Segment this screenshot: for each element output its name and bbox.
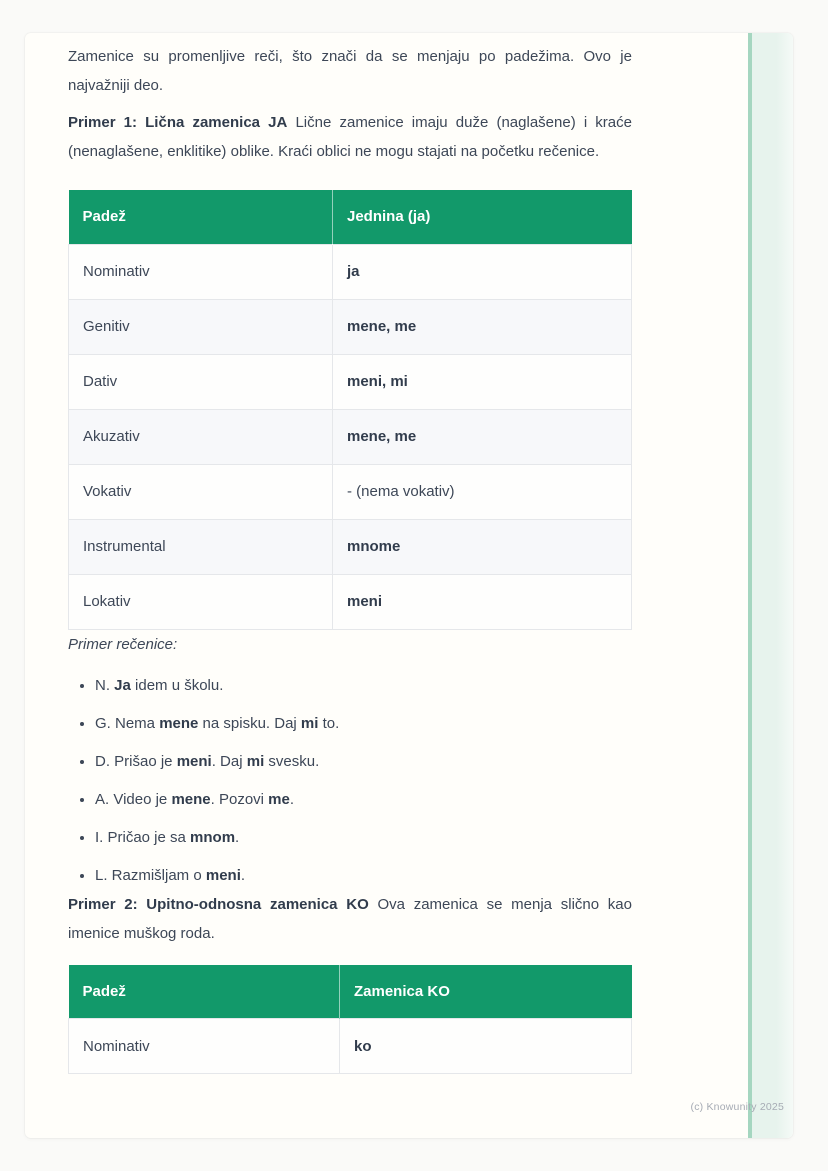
intro-paragraph: Zamenice su promenljive reči, što znači da se menjaju po padežima. Ovo je najvažniji deo. [68, 48, 632, 94]
case-cell: Vokativ [69, 464, 333, 519]
case-cell: Lokativ [69, 574, 333, 629]
table-row [69, 464, 632, 519]
case-cell: Dativ [69, 354, 333, 409]
case-cell: Nominativ [69, 1019, 340, 1074]
table-row [69, 354, 632, 409]
example-list [68, 671, 632, 890]
table-header-cell: Padež [69, 965, 340, 1019]
example-item: • A. Video je mene. Pozovi me. [95, 785, 632, 814]
case-cell: Akuzativ [69, 409, 333, 464]
value-cell: - (nema vokativ) [333, 464, 632, 519]
table-header-cell: Zamenica KO [340, 965, 632, 1019]
document-page [25, 33, 793, 1138]
watermark: (c) Knowunity 2025 [690, 1101, 784, 1113]
table-header-cell: Jednina (ja) [333, 190, 632, 244]
table-row [69, 409, 632, 464]
table-row [69, 299, 632, 354]
value-cell: meni [333, 574, 632, 629]
value-cell: meni, mi [333, 354, 632, 409]
example-item: • I. Pričao je sa mnom. [95, 823, 632, 852]
example-label: Primer rečenice: [68, 635, 178, 653]
table-header-row [69, 965, 632, 1019]
case-cell: Nominativ [69, 244, 333, 299]
primer1-paragraph: Primer 1: Lična zamenica JA Lične zamenice imaju duže (naglašene) i kraće (nenaglašene, enklitike) oblike. Kraći oblici ne mogu stajati na početku rečenice. [68, 114, 632, 160]
example-item: • D. Prišao je meni. Daj mi svesku. [95, 747, 632, 776]
primer2-paragraph: Primer 2: Upitno-odnosna zamenica KO Ova zamenica se menja slično kao imenice muškog roda. [68, 895, 632, 942]
value-cell: mnome [333, 519, 632, 574]
table-row [69, 574, 632, 629]
value-cell: mene, me [333, 299, 632, 354]
example-item: • L. Razmišljam o meni. [95, 861, 632, 890]
case-cell: Genitiv [69, 299, 333, 354]
value-cell: ko [340, 1019, 632, 1074]
declension-table-ja [68, 190, 632, 630]
table-header-cell: Padež [69, 190, 333, 244]
declension-table-ko [68, 965, 632, 1075]
document-content [25, 33, 793, 1074]
value-cell: mene, me [333, 409, 632, 464]
table-row [69, 244, 632, 299]
table-row [69, 519, 632, 574]
value-cell: ja [333, 244, 632, 299]
table-header-row [69, 190, 632, 244]
case-cell: Instrumental [69, 519, 333, 574]
example-item: • G. Nema mene na spisku. Daj mi to. [95, 709, 632, 738]
example-item: • N. Ja idem u školu. [95, 671, 632, 700]
table-row [69, 1019, 632, 1074]
